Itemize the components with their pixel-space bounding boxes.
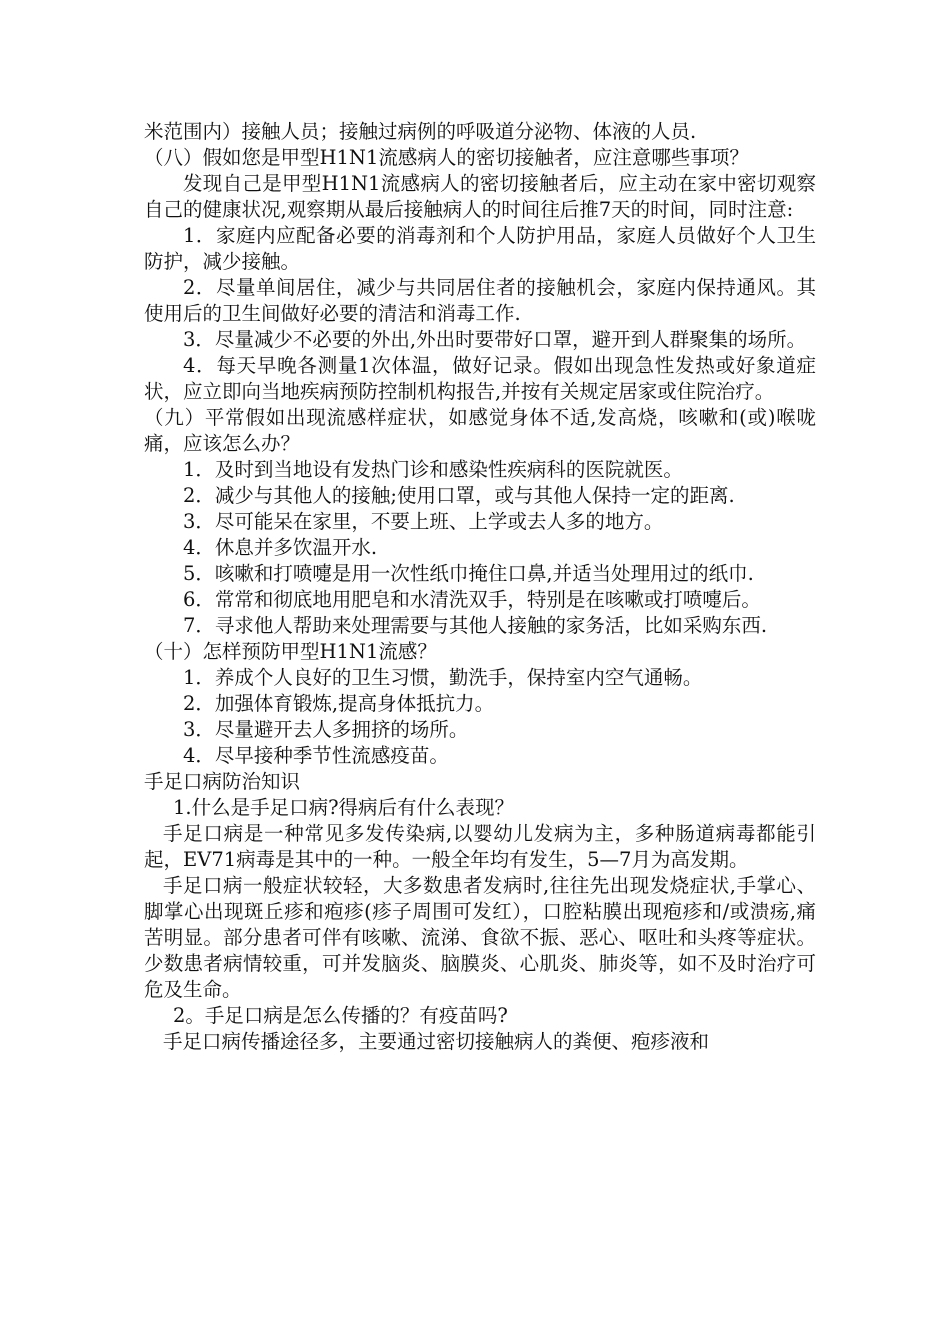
list-item: 3．尽量避开去人多拥挤的场所。 bbox=[183, 718, 469, 741]
section-heading: （十）怎样预防甲型H1N1流感？ bbox=[144, 640, 437, 663]
paragraph: 手足口病一般症状较轻，大多数患者发病时,往往先出现发烧症状,手掌心、脚掌心出现斑丘疹和疱疹(疹子周围可发红），口腔粘膜出现疱疹和/或溃疡,痛苦明显。部分患者可伴有咳嗽、流涕、食欲不振、恶心、呕吐和头疼等症状。少数患者病情较重，可并发脑炎、脑膜炎、心肌炎、肺炎等，如不及时治疗可危及生命。 bbox=[144, 874, 816, 1001]
document-body bbox=[144, 119, 816, 1055]
list-item: 1．家庭内应配备必要的消毒剂和个人防护用品，家庭人员做好个人卫生防护，减少接触。 bbox=[144, 224, 816, 273]
paragraph: 发现自己是甲型H1N1流感病人的密切接触者后，应主动在家中密切观察自己的健康状况,观察期从最后接触病人的时间往后推7天的时间，同时注意: bbox=[144, 172, 816, 221]
list-item: 7．寻求他人帮助来处理需要与其他人接触的家务活，比如采购东西. bbox=[183, 614, 768, 637]
list-item: 2．尽量单间居住，减少与共同居住者的接触机会，家庭内保持通风。其使用后的卫生间做好必要的清洁和消毒工作. bbox=[144, 276, 816, 325]
paragraph: 手足口病是一种常见多发传染病,以婴幼儿发病为主，多种肠道病毒都能引起，EV71病毒是其中的一种。一般全年均有发生，5—7月为高发期。 bbox=[144, 822, 816, 871]
question-heading: 2。手足口病是怎么传播的？有疫苗吗? bbox=[173, 1004, 508, 1027]
list-item: 3．尽量减少不必要的外出,外出时要带好口罩，避开到人群聚集的场所。 bbox=[183, 328, 807, 351]
list-item: 4．休息并多饮温开水. bbox=[183, 536, 378, 559]
list-item: 4．尽早接种季节性流感疫苗。 bbox=[183, 744, 449, 767]
question-heading: 1.什么是手足口病?得病后有什么表现？ bbox=[173, 796, 515, 819]
list-item: 5．咳嗽和打喷嚏是用一次性纸巾掩住口鼻,并适当处理用过的纸巾. bbox=[183, 562, 754, 585]
section-heading: （九）平常假如出现流感样症状，如感觉身体不适,发高烧，咳嗽和(或)喉咙痛，应该怎么办？ bbox=[144, 406, 816, 455]
list-item: 6．常常和彻底地用肥皂和水清洗双手，特别是在咳嗽或打喷嚏后。 bbox=[183, 588, 761, 611]
paragraph: 米范围内）接触人员；接触过病例的呼吸道分泌物、体液的人员. bbox=[144, 120, 697, 143]
list-item: 3．尽可能呆在家里，不要上班、上学或去人多的地方。 bbox=[183, 510, 664, 533]
list-item: 1．及时到当地设有发热门诊和感染性疾病科的医院就医。 bbox=[183, 458, 683, 481]
section-heading: （八）假如您是甲型H1N1流感病人的密切接触者，应注意哪些事项？ bbox=[144, 146, 749, 169]
paragraph: 手足口病传播途径多，主要通过密切接触病人的粪便、疱疹液和 bbox=[163, 1030, 710, 1053]
list-item: 4．每天早晚各测量1次体温，做好记录。假如出现急性发热或好象道症状，应立即向当地疾病预防控制机构报告,并按有关规定居家或住院治疗。 bbox=[144, 354, 816, 403]
list-item: 2．减少与其他人的接触;使用口罩，或与其他人保持一定的距离. bbox=[183, 484, 735, 507]
document-title: 手足口病防治知识 bbox=[144, 770, 301, 793]
list-item: 2．加强体育锻炼,提高身体抵抗力。 bbox=[183, 692, 495, 715]
list-item: 1．养成个人良好的卫生习惯，勤洗手，保持室内空气通畅。 bbox=[183, 666, 703, 689]
